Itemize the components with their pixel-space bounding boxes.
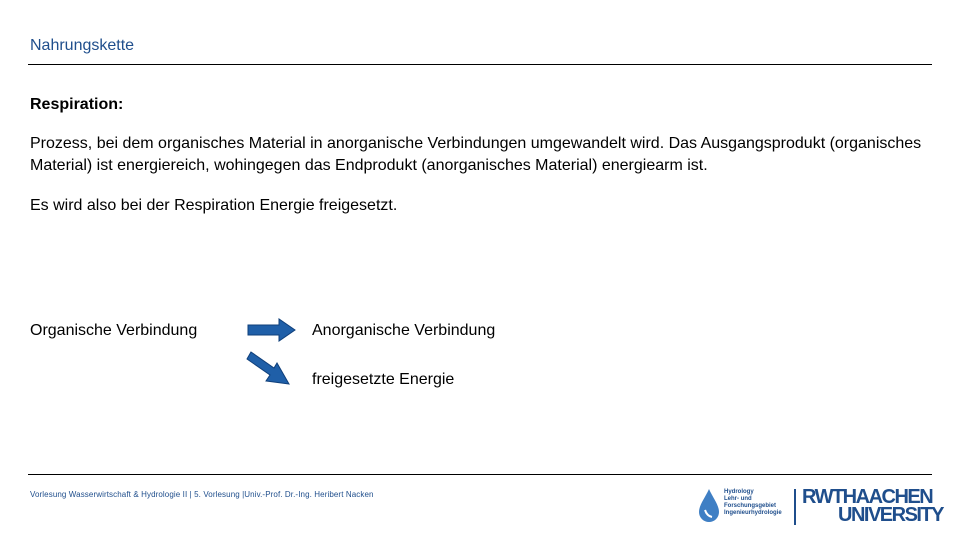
conclusion-paragraph: Es wird also bei der Respiration Energie freigesetzt. (30, 197, 398, 214)
target-label: Anorganische Verbindung (312, 322, 496, 339)
arrow-right-icon (247, 317, 297, 343)
byproduct-label: freigesetzte Energie (312, 371, 455, 388)
source-label: Organische Verbindung (30, 322, 198, 339)
footer-text: Vorlesung Wasserwirtschaft & Hydrologie II | 5. Vorlesung |Univ.-Prof. Dr.-Ing. Heribert Nacken (30, 490, 374, 499)
water-drop-icon (698, 488, 720, 524)
title-divider (28, 64, 932, 65)
footer-divider (28, 474, 932, 475)
logo-separator (794, 489, 796, 525)
institution-logo (696, 486, 944, 528)
institute-name: Hydrology Lehr- und Forschungsgebiet Ingenieurhydrologie (724, 489, 782, 516)
rwth-wordmark: RWTHAACHEN (802, 486, 933, 508)
definition-paragraph: Prozess, bei dem organisches Material in anorganische Verbindungen umgewandelt wird. Das Ausgangsprodukt (organisches Material) ist energiereich, wohingegen das Endprodukt (anorganisches Material) energiearm ist. (30, 135, 922, 174)
university-wordmark: UNIVERSITY (838, 504, 944, 526)
section-heading: Respiration: (30, 96, 124, 113)
arrow-diagonal-icon (246, 349, 294, 389)
slide-title: Nahrungskette (30, 37, 135, 54)
